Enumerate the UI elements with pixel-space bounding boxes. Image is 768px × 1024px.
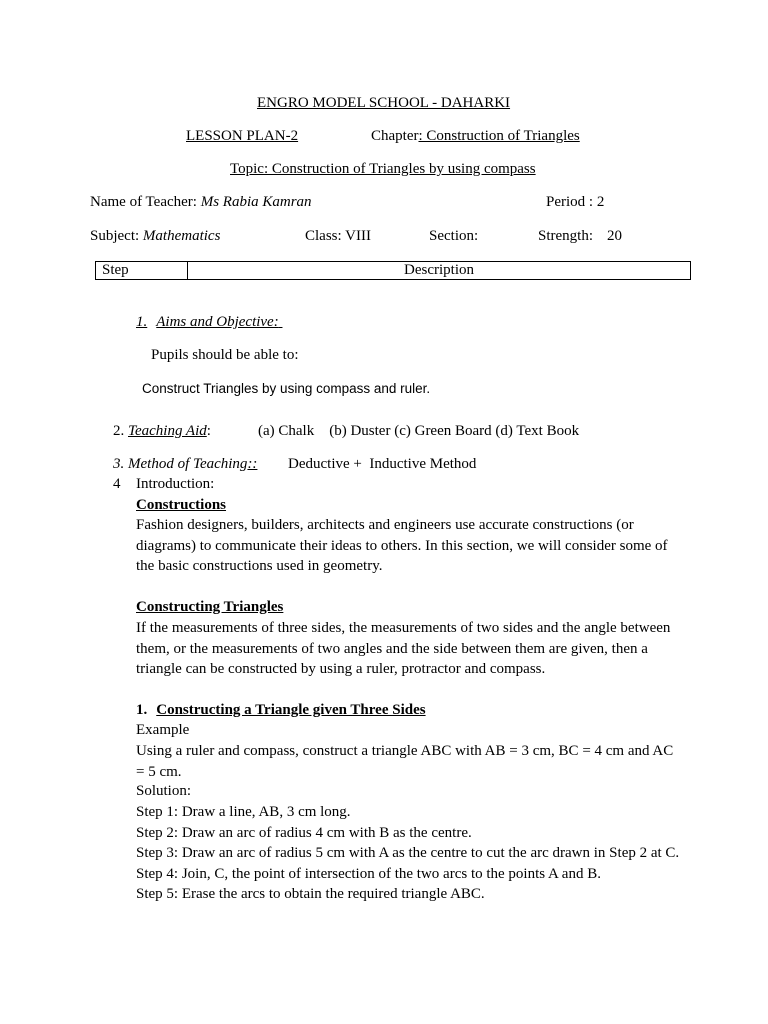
constructing-triangles-heading: Constructing Triangles bbox=[136, 599, 284, 615]
chapter-value: : Construction of Triangles bbox=[418, 128, 580, 144]
example1-heading-text: Constructing a Triangle given Three Sides bbox=[156, 702, 426, 718]
teaching-aid-line bbox=[113, 423, 211, 440]
aims-number: 1. bbox=[136, 314, 148, 330]
introduction-number: 4 bbox=[113, 476, 121, 492]
teaching-aid-label: Teaching Aid bbox=[128, 423, 207, 439]
subject-label: Subject: bbox=[90, 228, 143, 244]
solution-step: Step 4: Join, C, the point of intersection of the two arcs to the points A and B. bbox=[136, 865, 601, 882]
teaching-aid-number: 2. bbox=[113, 423, 125, 439]
strength-field bbox=[538, 228, 622, 245]
constructions-paragraph: Fashion designers, builders, architects and engineers use accurate constructions (or diagrams) to communicate their ideas to others. In this section, we will consider some of the basic constructions used in geometry. bbox=[136, 517, 668, 574]
constructing-triangles-paragraph: If the measurements of three sides, the measurements of two sides and the angle between them, or the measurements of two angles and the side between them are given, then a triangle can be constructed by using a ruler, protractor and compass. bbox=[136, 620, 671, 677]
class-field: Class: VIII bbox=[305, 228, 371, 244]
school-title: ENGRO MODEL SCHOOL - DAHARKI bbox=[257, 95, 511, 111]
method-label: 3. Method of Teaching bbox=[113, 456, 248, 472]
subject-line bbox=[90, 228, 220, 245]
table-header-step: Step bbox=[96, 262, 188, 280]
subject-value: Mathematics bbox=[142, 228, 221, 244]
teaching-aid-items: (a) Chalk (b) Duster (c) Green Board (d) Text Book bbox=[258, 423, 580, 439]
table-header-description: Description bbox=[188, 262, 691, 280]
solution-label: Solution: bbox=[136, 783, 192, 799]
lesson-plan-label: LESSON PLAN-2 bbox=[186, 128, 299, 144]
strength-label: Strength: bbox=[538, 228, 593, 244]
introduction-label: Introduction: bbox=[136, 476, 215, 492]
example-question: Using a ruler and compass, construct a triangle ABC with AB = 3 cm, BC = 4 cm and AC = 5 cm. bbox=[136, 743, 674, 780]
chapter-label: Chapter bbox=[371, 128, 419, 144]
period-field: Period : 2 bbox=[546, 194, 605, 210]
method-value: Deductive + Inductive Method bbox=[288, 456, 477, 472]
aims-heading-text: Aims and Objective: bbox=[156, 314, 279, 330]
step-description-table bbox=[95, 261, 691, 280]
chapter-line bbox=[371, 128, 580, 145]
solution-step: Step 3: Draw an arc of radius 5 cm with A as the centre to cut the arc drawn in Step 2 at C. bbox=[136, 845, 680, 861]
teacher-line bbox=[90, 194, 312, 211]
method-line bbox=[113, 456, 257, 473]
example1-heading bbox=[136, 702, 426, 719]
aims-objective: Construct Triangles by using compass and ruler. bbox=[142, 381, 431, 396]
solution-steps bbox=[136, 802, 684, 905]
aims-heading bbox=[136, 314, 282, 331]
teacher-label: Name of Teacher: bbox=[90, 194, 201, 210]
section-field: Section: bbox=[429, 228, 479, 244]
teaching-aid-colon: : bbox=[206, 423, 211, 439]
example1-number: 1. bbox=[136, 702, 148, 718]
aims-intro: Pupils should be able to: bbox=[151, 347, 299, 363]
solution-step: Step 2: Draw an arc of radius 4 cm with B as the centre. bbox=[136, 824, 472, 841]
solution-step: Step 1: Draw a line, AB, 3 cm long. bbox=[136, 804, 351, 820]
teacher-name: Ms Rabia Kamran bbox=[200, 194, 312, 210]
method-colons: :: bbox=[247, 456, 258, 472]
solution-step: Step 5: Erase the arcs to obtain the required triangle ABC. bbox=[136, 886, 485, 902]
topic-line: Topic: Construction of Triangles by using compass bbox=[230, 161, 536, 177]
table-header-row bbox=[96, 262, 691, 280]
strength-value: 20 bbox=[607, 228, 622, 244]
constructions-heading: Constructions bbox=[136, 497, 227, 513]
example-label: Example bbox=[136, 722, 190, 738]
